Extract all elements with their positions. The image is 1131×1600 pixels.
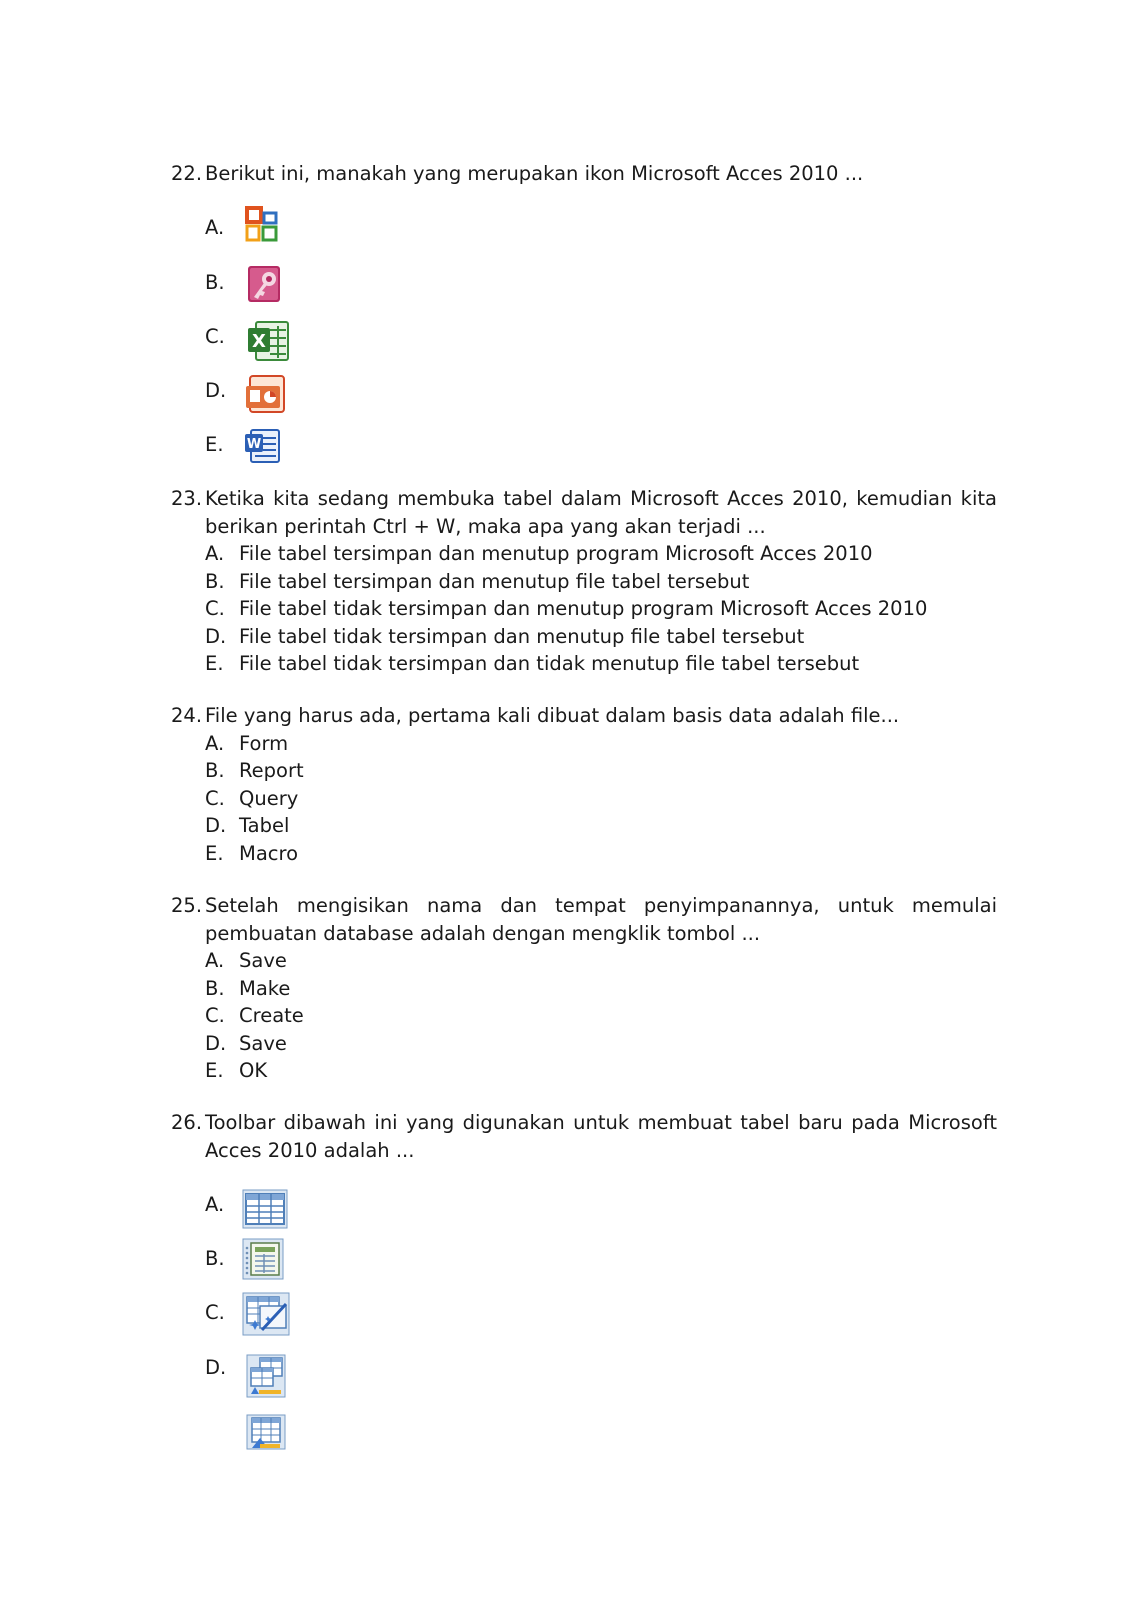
microsoft-word-icon [243,428,281,464]
option-c [205,785,997,813]
table-templates-icon [246,1354,286,1398]
option-c [205,595,997,623]
option-letter: D. [205,1031,227,1055]
svg-text:X: X [252,331,266,352]
question-25 [171,892,997,1085]
option-letter: B. [205,271,225,294]
answer-options [205,730,997,868]
option-letter: A. [205,731,225,755]
svg-text:W: W [246,437,262,452]
option-letter: A. [205,216,225,239]
option-text: Save [239,949,287,972]
option-e [205,840,997,868]
option-a [205,947,997,975]
option-letter: D. [205,624,227,648]
option-text: File tabel tersimpan dan menutup program Microsoft Acces 2010 [239,542,873,565]
option-text: Form [239,731,289,755]
option-text: Save [239,1031,287,1055]
option-e [205,650,997,678]
option-d [205,623,997,651]
option-text: Query [239,786,299,810]
sharepoint-lists-icon [246,1414,286,1450]
option-letter: A. [205,1193,225,1216]
question-26 [171,1109,997,1164]
question-text: Ketika kita sedang membuka tabel dalam Microsoft Acces 2010, kemudian kita berikan perintah Ctrl + W, maka apa yang akan terjadi ... [205,487,997,538]
option-text: Tabel [239,814,290,837]
question-22 [171,160,997,188]
question-text: File yang harus ada, pertama kali dibuat dalam basis data adalah file... [205,704,900,727]
option-letter: C. [205,597,225,620]
option-letter: E. [205,652,224,675]
option-d [205,812,997,840]
question-number: 23. [171,487,203,510]
answer-options [205,540,997,678]
option-a [205,540,997,568]
option-letter: E. [205,841,224,865]
option-letter: C. [205,1301,225,1324]
option-text: OK [239,1059,268,1082]
option-letter: C. [205,325,225,348]
question-text: Setelah mengisikan nama dan tempat penyimpanannya, untuk memulai pembuatan database adalah dengan mengklik tombol ... [205,894,997,945]
question-text: Toolbar dibawah ini yang digunakan untuk membuat tabel baru pada Microsoft Acces 2010 adalah ... [205,1111,997,1162]
option-text: File tabel tidak tersimpan dan menutup program Microsoft Acces 2010 [239,597,928,620]
option-letter: D. [205,379,227,402]
option-a [205,730,997,758]
question-number: 22. [171,162,203,185]
question-number: 25. [171,894,203,917]
question-text: Berikut ini, manakah yang merupakan ikon Microsoft Acces 2010 ... [205,162,864,185]
option-c [205,1002,997,1030]
option-letter: E. [205,433,224,456]
table-wizard-icon [242,1292,290,1336]
option-text: Macro [239,841,299,865]
microsoft-excel-icon [246,320,290,362]
option-text: Create [239,1004,304,1027]
option-text: Report [239,759,304,782]
microsoft-access-icon [244,264,284,306]
option-b [205,757,997,785]
option-b [205,568,997,596]
question-number: 24. [171,704,203,727]
option-letter: B. [205,569,225,593]
option-d [205,1030,997,1058]
option-letter: D. [205,1356,227,1379]
option-letter: C. [205,1004,225,1027]
option-letter: B. [205,1247,225,1270]
table-icon [242,1189,288,1229]
option-letter: A. [205,542,225,565]
answer-options [205,947,997,1085]
option-letter: B. [205,759,225,782]
option-text: File tabel tersimpan dan menutup file tabel tersebut [239,569,750,593]
option-letter: E. [205,1059,224,1082]
option-letter: D. [205,814,227,837]
table-design-icon [242,1238,284,1280]
option-letter: A. [205,949,225,972]
option-text: Make [239,976,291,1000]
option-letter: B. [205,976,225,1000]
question-24 [171,702,997,867]
question-23 [171,485,997,678]
option-text: File tabel tidak tersimpan dan menutup file tabel tersebut [239,624,805,648]
option-e [205,1057,997,1085]
office-suite-icon [245,206,279,244]
question-number: 26. [171,1111,203,1134]
option-letter: C. [205,786,225,810]
option-b [205,975,997,1003]
microsoft-powerpoint-icon [244,374,288,416]
option-text: File tabel tidak tersimpan dan tidak menutup file tabel tersebut [239,652,860,675]
